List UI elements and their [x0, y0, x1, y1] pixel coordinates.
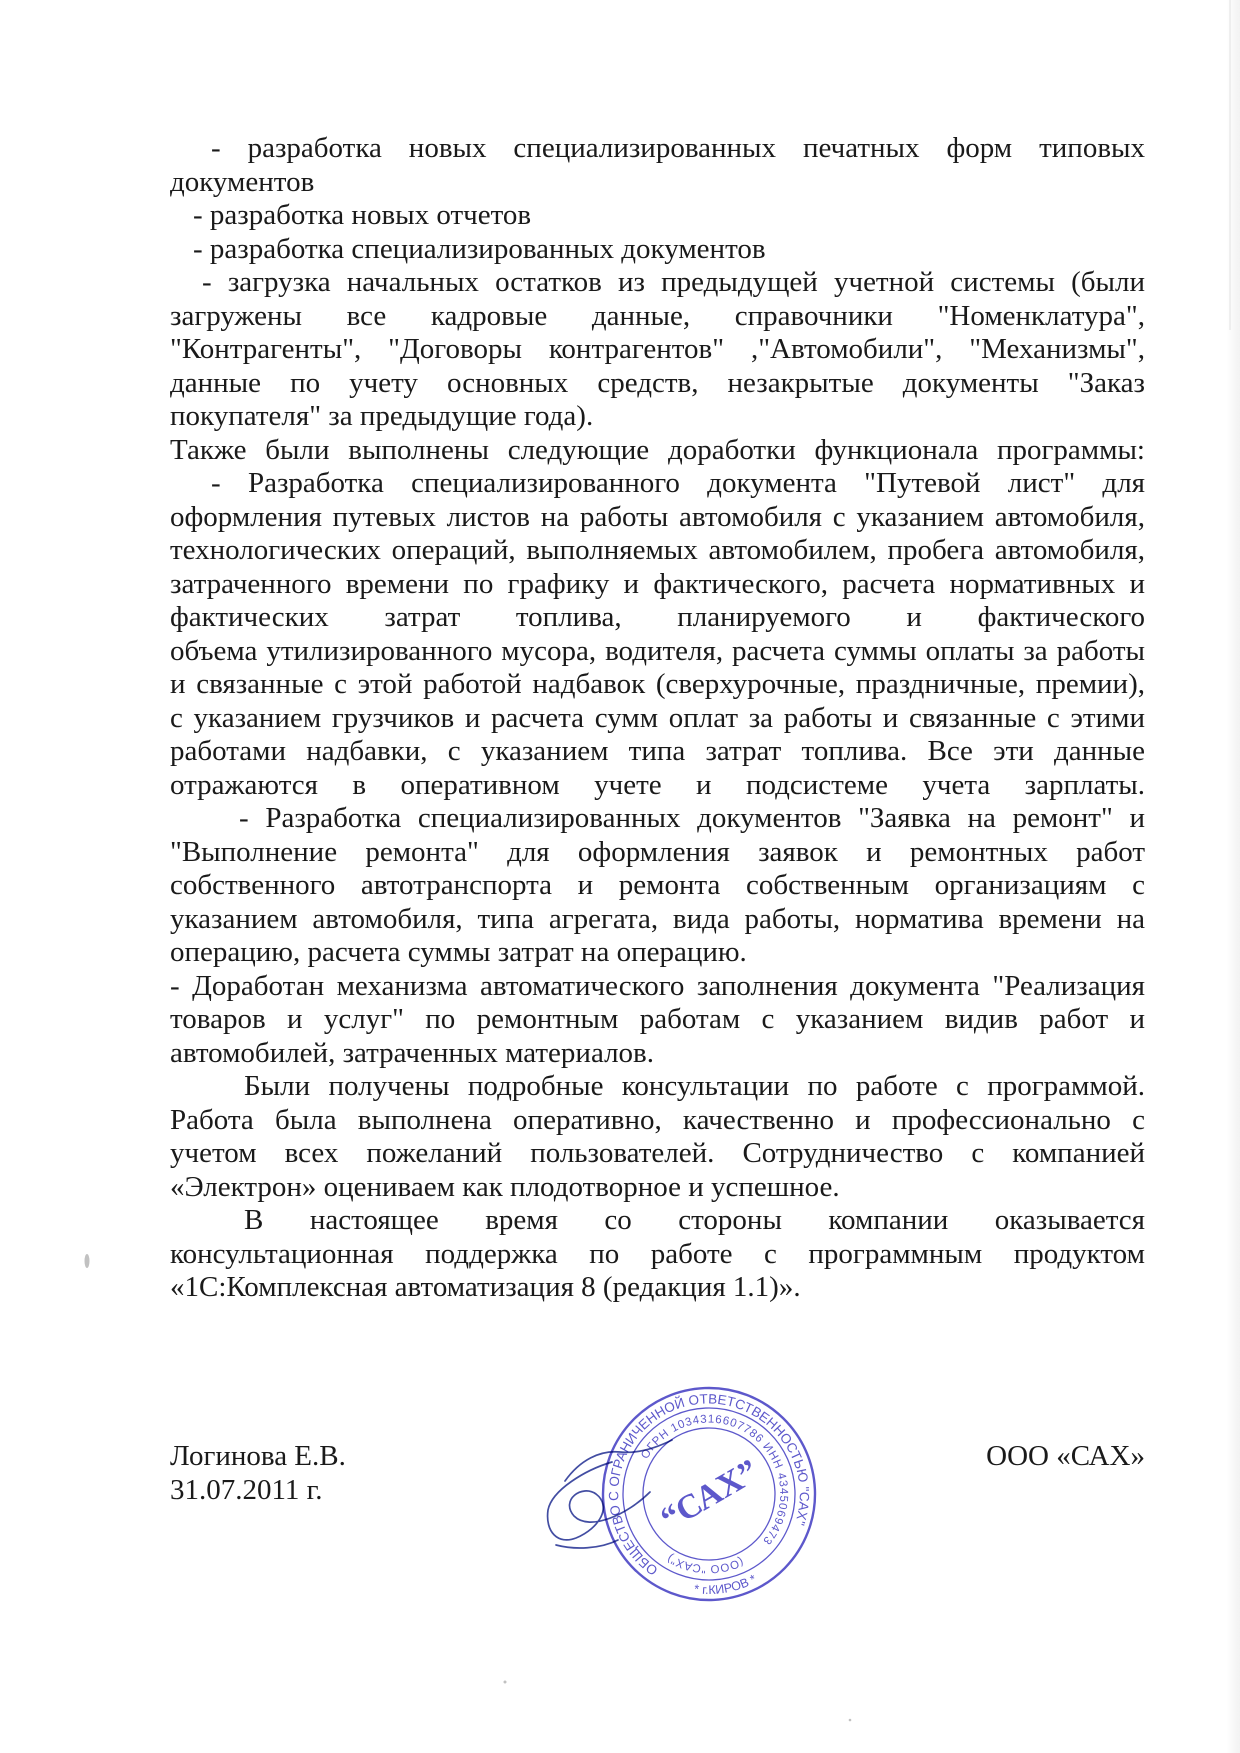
- body-line: [170, 1271, 1145, 1305]
- body-line: [170, 1171, 1145, 1205]
- body-line-text: объема утилизированного мусора, водителя, расчета суммы оплаты за работы: [170, 634, 1145, 667]
- body-line-text: с указанием грузчиков и расчета сумм оплат за работы и связанные с этими: [170, 701, 1145, 734]
- body-line: [170, 300, 1145, 334]
- signature-stroke: [565, 1440, 672, 1481]
- body-line-text: - загрузка начальных остатков из предыдущей учетной системы (были: [202, 266, 1145, 298]
- stamp-registration-text: [633, 1388, 813, 1580]
- body-line: [170, 869, 1145, 903]
- body-line: [170, 769, 1145, 803]
- stamp-outer-ring-text: [573, 1358, 831, 1599]
- body-line: [170, 132, 1145, 166]
- stamp-outer-ring-path-text: ОБЩЕСТВО С ОГРАНИЧЕННОЙ ОТВЕТСТВЕННОСТЬЮ "САХ": [606, 1391, 812, 1579]
- body-line-text: - разработка новых отчетов: [193, 199, 532, 231]
- body-line-text: учетом всех пожеланий пользователей. Сотрудничество с компанией: [170, 1137, 1145, 1169]
- scan-speck: [849, 1719, 852, 1722]
- body-line: [170, 333, 1145, 367]
- stamp-inner-circle: [622, 1407, 796, 1581]
- body-line-text: Работа была выполнена оперативно, качественно и профессионально с: [170, 1103, 1145, 1136]
- body-line: [170, 568, 1145, 602]
- body-line: [170, 534, 1145, 568]
- body-line-text: документов: [170, 165, 315, 198]
- body-line: [170, 836, 1145, 870]
- stamp-outer-circle: [569, 1354, 849, 1634]
- body-line: [170, 400, 1145, 434]
- body-line-text: технологических операций, выполняемых автомобилем, пробега автомобиля,: [170, 534, 1145, 566]
- body-line-text: отражаются в оперативном учете и подсистеме учета зарплаты.: [170, 768, 1145, 801]
- scan-speck: [504, 1681, 507, 1684]
- body-line-text: «1С:Комплексная автоматизация 8 (редакция 1.1)».: [170, 1271, 801, 1303]
- body-line: [170, 635, 1145, 669]
- body-line-text: - Разработка специализированного документа "Путевой лист" для: [211, 467, 1145, 499]
- body-line-text: данные по учету основных средств, незакрытые документы "Заказ: [170, 366, 1145, 399]
- company-name: ООО «САХ»: [986, 1440, 1145, 1472]
- body-line-text: "Контрагенты", "Договоры контрагентов" ,"Автомобили", "Механизмы",: [170, 333, 1145, 365]
- body-line: [170, 1238, 1145, 1272]
- body-line-text: консультационная поддержка по работе с программным продуктом: [170, 1237, 1145, 1270]
- body-line-text: фактических затрат топлива, планируемого и фактического: [170, 601, 1145, 633]
- body-line: [170, 1037, 1145, 1071]
- signature-date: 31.07.2011 г.: [170, 1473, 323, 1506]
- body-line-text: операцию, расчета суммы затрат на операцию.: [170, 936, 747, 968]
- body-line: [170, 199, 1145, 233]
- scan-edge-shadow: [1226, 0, 1240, 1753]
- body-line-text: "Выполнение ремонта" для оформления заявок и ремонтных работ: [170, 835, 1145, 868]
- body-line-text: «Электрон» оцениваем как плодотворное и успешное.: [170, 1170, 840, 1203]
- body-line-text: работами надбавки, с указанием типа затрат топлива. Все эти данные: [170, 735, 1145, 767]
- body-line-text: собственного автотранспорта и ремонта собственным организациям с: [170, 869, 1145, 901]
- body-line: [170, 601, 1145, 635]
- stamp-registration-path-text: ОГРН 1034316607786 ИНН 4345069473: [639, 1413, 790, 1547]
- body-line: [170, 903, 1145, 937]
- body-line-text: - разработка специализированных документов: [193, 232, 766, 265]
- signature-stroke: [548, 1462, 650, 1540]
- scan-speck: [85, 1254, 90, 1268]
- body-line: [170, 1070, 1145, 1104]
- body-line-text: указанием автомобиля, типа агрегата, вида работы, норматива времени на: [170, 902, 1145, 935]
- body-line-text: товаров и услуг" по ремонтным работам с указанием видив работ и: [170, 1003, 1145, 1035]
- body-line: [170, 702, 1145, 736]
- letter-body: [170, 132, 1145, 1305]
- body-line: [170, 1137, 1145, 1171]
- body-line-text: автомобилей, затраченных материалов.: [170, 1036, 654, 1069]
- stamp-city-path-text: * г.КИРОВ *: [693, 1571, 759, 1598]
- body-line: [170, 367, 1145, 401]
- body-line-text: В настоящее время со стороны компании оказывается: [244, 1204, 1145, 1236]
- body-line-text: Также были выполнены следующие доработки функционала программы:: [170, 433, 1145, 466]
- body-line-text: оформления путевых листов на работы автомобиля с указанием автомобиля,: [170, 500, 1145, 533]
- body-line: [170, 936, 1145, 970]
- stamp-center-text: “САХ”: [654, 1452, 765, 1538]
- body-line: [170, 668, 1145, 702]
- body-line: [170, 501, 1145, 535]
- body-line: [170, 1204, 1145, 1238]
- stamp-short-name-path-text: (ООО "САХ"): [665, 1551, 746, 1575]
- signature-stroke: [556, 1540, 618, 1548]
- body-line: [170, 735, 1145, 769]
- body-line: [170, 1003, 1145, 1037]
- body-line-text: и связанные с этой работой надбавок (сверхурочные, праздничные, премии),: [170, 668, 1145, 700]
- stamp-middle-circle: [595, 1380, 822, 1607]
- stamp-short-name-text: [662, 1526, 745, 1595]
- body-line: [170, 467, 1145, 501]
- handwritten-signature: [548, 1440, 672, 1548]
- body-line: [170, 802, 1145, 836]
- body-line-text: Были получены подробные консультации по работе с программой.: [244, 1070, 1145, 1102]
- body-line-text: затраченного времени по графику и фактического, расчета нормативных и: [170, 567, 1145, 600]
- body-line-text: - разработка новых специализированных печатных форм типовых: [211, 132, 1145, 164]
- signer-name: Логинова Е.В.: [170, 1440, 346, 1472]
- body-line: [170, 970, 1145, 1004]
- stamp-city-text: [688, 1559, 759, 1611]
- body-line: [170, 266, 1145, 300]
- body-line: [170, 434, 1145, 468]
- body-line-text: покупателя" за предыдущие года).: [170, 400, 594, 432]
- body-line: [170, 233, 1145, 267]
- body-line: [170, 1104, 1145, 1138]
- company-stamp: [569, 1354, 849, 1634]
- body-line: [170, 166, 1145, 200]
- body-line-text: - Доработан механизма автоматического заполнения документа "Реализация: [170, 969, 1145, 1002]
- body-line-text: - Разработка специализированных документов "Заявка на ремонт" и: [239, 802, 1145, 834]
- body-line-text: загружены все кадровые данные, справочники "Номенклатура",: [170, 299, 1145, 332]
